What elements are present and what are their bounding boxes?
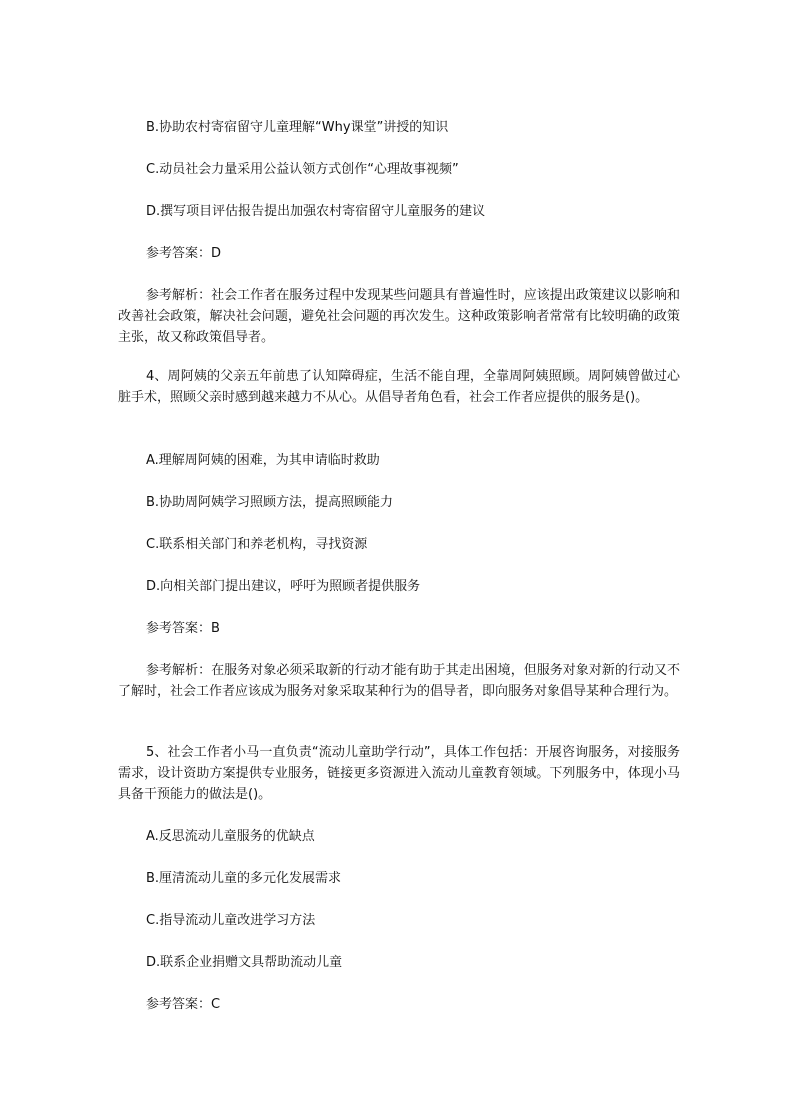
question-5: 5、社会工作者小马一直负责“流动儿童助学行动”，具体工作包括：开展咨询服务，对接服务需求，设计资助方案提供专业服务，链接更多资源进入流动儿童教育领域。下列服务中，体现小马具备干预能力的做法是()。: [118, 745, 680, 802]
q4-option-b: B.协助周阿姨学习照顾方法，提高照顾能力: [146, 495, 394, 510]
q4-explanation: 参考解析：在服务对象必须采取新的行动才能有助于其走出困境，但服务对象对新的行动又不了解时，社会工作者应该成为服务对象采取某种行为的倡导者，即向服务对象倡导某种合理行为。: [118, 663, 680, 699]
q5-answer: 参考答案：C: [146, 997, 221, 1012]
option-d: D.撰写项目评估报告提出加强农村寄宿留守儿童服务的建议: [146, 204, 486, 219]
q4-option-a: A.理解周阿姨的困难，为其申请临时救助: [146, 453, 380, 468]
q4-option-c: C.联系相关部门和养老机构，寻找资源: [146, 537, 368, 552]
q4-option-d: D.向相关部门提出建议，呼吁为照顾者提供服务: [146, 579, 421, 594]
option-c: C.动员社会力量采用公益认领方式创作“心理故事视频”: [146, 162, 459, 177]
q4-answer: 参考答案：B: [146, 621, 220, 636]
q5-option-b: B.厘清流动儿童的多元化发展需求: [146, 871, 342, 886]
q5-option-c: C.指导流动儿童改进学习方法: [146, 913, 316, 928]
q5-option-d: D.联系企业捐赠文具帮助流动儿童: [146, 955, 343, 970]
answer: 参考答案：D: [146, 246, 222, 261]
explanation: 参考解析：社会工作者在服务过程中发现某些问题具有普遍性时，应该提出政策建议以影响和改善社会政策，解决社会问题，避免社会问题的再次发生。这种政策影响者常常有比较明确的政策主张，故又称政策倡导者。: [118, 288, 680, 345]
question-4: 4、周阿姨的父亲五年前患了认知障碍症，生活不能自理，全靠周阿姨照顾。周阿姨曾做过心脏手术，照顾父亲时感到越来越力不从心。从倡导者角色看，社会工作者应提供的服务是()。: [118, 369, 680, 405]
q5-option-a: A.反思流动儿童服务的优缺点: [146, 829, 315, 844]
option-b: B.协助农村寄宿留守儿童理解“Why课堂”讲授的知识: [146, 120, 449, 135]
